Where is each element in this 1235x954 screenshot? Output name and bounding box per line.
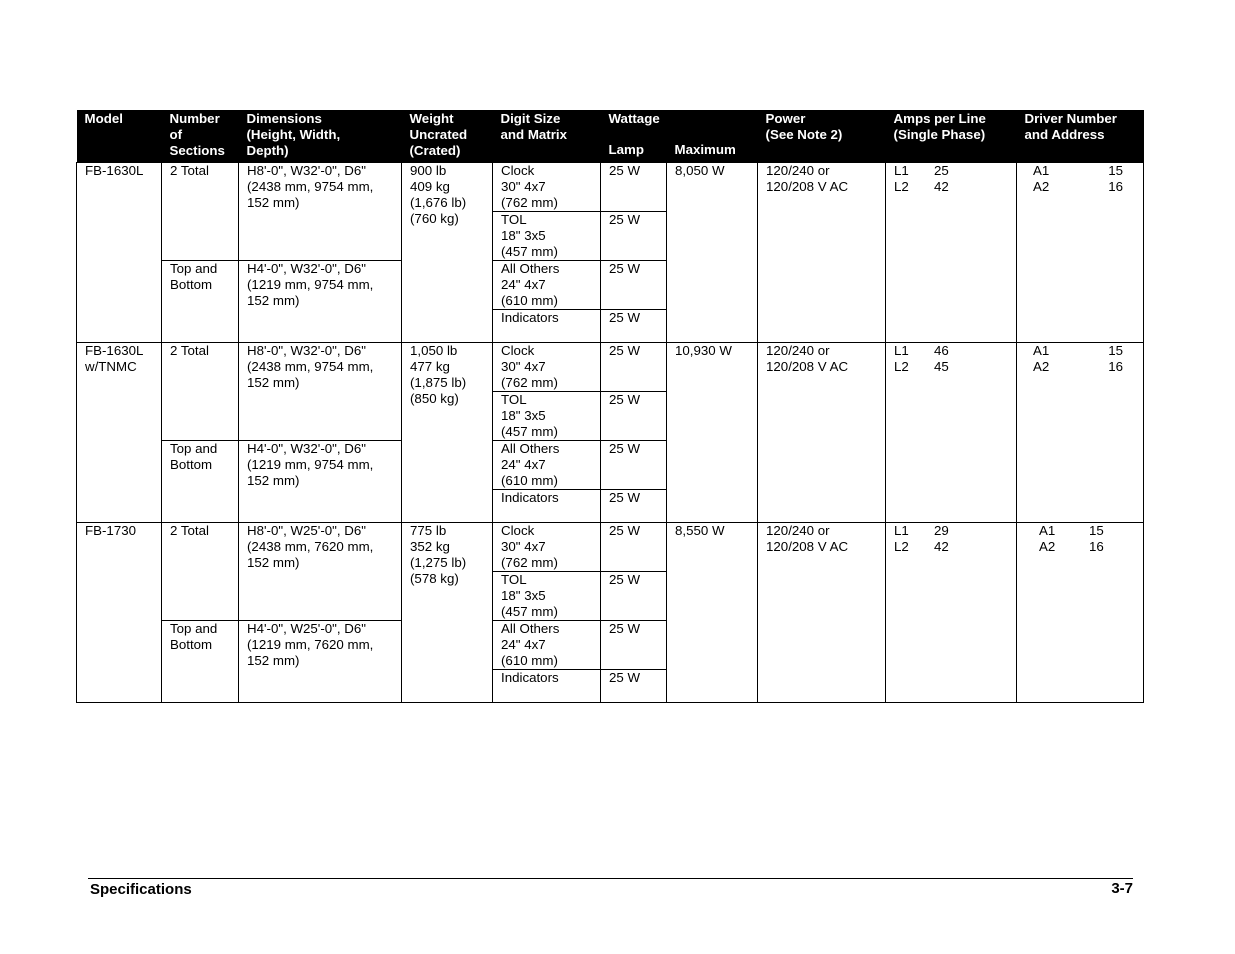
- driver-cell: [1017, 343, 1144, 523]
- sections-top-bottom-cell: Top and Bottom: [162, 261, 239, 343]
- weight-cell: 900 lb 409 kg (1,676 lb) (760 kg): [402, 163, 493, 343]
- header-model: Model: [77, 110, 162, 163]
- driver-cell: [1017, 523, 1144, 703]
- digit-size-cell: TOL 18" 3x5 (457 mm): [493, 212, 601, 261]
- header-maximum: Maximum: [667, 141, 758, 163]
- header-lamp: Lamp: [601, 141, 667, 163]
- lamp-wattage-cell: 25 W: [601, 212, 667, 261]
- amps-line: L1 29: [894, 523, 949, 538]
- header-amps: Amps per Line (Single Phase): [886, 110, 1017, 163]
- sections-top-bottom-cell: Top and Bottom: [162, 441, 239, 523]
- amps-line: L2 45: [894, 359, 949, 374]
- maximum-wattage-cell: 10,930 W: [667, 343, 758, 523]
- table-row: [77, 523, 1144, 572]
- digit-size-cell: TOL 18" 3x5 (457 mm): [493, 392, 601, 441]
- driver-address: A2 16: [1033, 359, 1124, 374]
- header-digit-size: Digit Size and Matrix: [493, 110, 601, 163]
- driver-cell: [1017, 163, 1144, 343]
- digit-size-cell: Clock 30" 4x7 (762 mm): [493, 163, 601, 212]
- amps-cell: [886, 343, 1017, 523]
- sections-total-cell: 2 Total: [162, 523, 239, 621]
- table-body: [77, 163, 1144, 703]
- dimensions-total-cell: H8'-0", W25'-0", D6" (2438 mm, 7620 mm, 152 mm): [239, 523, 402, 621]
- dimensions-top-bottom-cell: H4'-0", W32'-0", D6" (1219 mm, 9754 mm, 152 mm): [239, 441, 402, 523]
- digit-size-cell: All Others 24" 4x7 (610 mm): [493, 261, 601, 310]
- model-cell: FB-1730: [77, 523, 162, 703]
- sections-top-bottom-cell: Top and Bottom: [162, 621, 239, 703]
- driver-address: A1 15: [1033, 163, 1124, 178]
- dimensions-top-bottom-cell: H4'-0", W25'-0", D6" (1219 mm, 7620 mm, 152 mm): [239, 621, 402, 703]
- header-driver: Driver Number and Address: [1017, 110, 1144, 163]
- driver-address: A2 16: [1033, 179, 1124, 194]
- digit-size-cell: Clock 30" 4x7 (762 mm): [493, 343, 601, 392]
- lamp-wattage-cell: 25 W: [601, 310, 667, 343]
- digit-size-cell: Indicators: [493, 490, 601, 523]
- maximum-wattage-cell: 8,550 W: [667, 523, 758, 703]
- header-row: [77, 110, 1144, 141]
- table-row: [77, 343, 1144, 392]
- amps-line: L1 25: [894, 163, 949, 178]
- header-weight: Weight Uncrated (Crated): [402, 110, 493, 163]
- header-dimensions: Dimensions (Height, Width, Depth): [239, 110, 402, 163]
- header-power: Power (See Note 2): [758, 110, 886, 163]
- footer-page-number: 3-7: [1111, 880, 1133, 897]
- lamp-wattage-cell: 25 W: [601, 670, 667, 703]
- dimensions-total-cell: H8'-0", W32'-0", D6" (2438 mm, 9754 mm, 152 mm): [239, 343, 402, 441]
- driver-address: A1 15: [1033, 343, 1124, 358]
- power-cell: 120/240 or 120/208 V AC: [758, 163, 886, 343]
- dimensions-top-bottom-cell: H4'-0", W32'-0", D6" (1219 mm, 9754 mm, 152 mm): [239, 261, 402, 343]
- amps-line: L2 42: [894, 539, 949, 554]
- specifications-table: [76, 110, 1144, 703]
- lamp-wattage-cell: 25 W: [601, 621, 667, 670]
- dimensions-total-cell: H8'-0", W32'-0", D6" (2438 mm, 9754 mm, 152 mm): [239, 163, 402, 261]
- digit-size-cell: Indicators: [493, 670, 601, 703]
- digit-size-cell: All Others 24" 4x7 (610 mm): [493, 621, 601, 670]
- lamp-wattage-cell: 25 W: [601, 523, 667, 572]
- sections-total-cell: 2 Total: [162, 343, 239, 441]
- digit-size-cell: Indicators: [493, 310, 601, 343]
- lamp-wattage-cell: 25 W: [601, 392, 667, 441]
- header-sections: Number of Sections: [162, 110, 239, 163]
- footer-divider: [88, 878, 1133, 879]
- power-cell: 120/240 or 120/208 V AC: [758, 523, 886, 703]
- amps-line: L2 42: [894, 179, 949, 194]
- model-cell: FB-1630L w/TNMC: [77, 343, 162, 523]
- lamp-wattage-cell: 25 W: [601, 163, 667, 212]
- model-cell: FB-1630L: [77, 163, 162, 343]
- lamp-wattage-cell: 25 W: [601, 490, 667, 523]
- table-row: [77, 163, 1144, 212]
- lamp-wattage-cell: 25 W: [601, 441, 667, 490]
- digit-size-cell: TOL 18" 3x5 (457 mm): [493, 572, 601, 621]
- lamp-wattage-cell: 25 W: [601, 261, 667, 310]
- digit-size-cell: All Others 24" 4x7 (610 mm): [493, 441, 601, 490]
- power-cell: 120/240 or 120/208 V AC: [758, 343, 886, 523]
- amps-cell: [886, 523, 1017, 703]
- amps-cell: [886, 163, 1017, 343]
- lamp-wattage-cell: 25 W: [601, 572, 667, 621]
- lamp-wattage-cell: 25 W: [601, 343, 667, 392]
- header-wattage: Wattage: [601, 110, 758, 141]
- maximum-wattage-cell: 8,050 W: [667, 163, 758, 343]
- weight-cell: 775 lb 352 kg (1,275 lb) (578 kg): [402, 523, 493, 703]
- driver-address: A1 15: [1039, 523, 1104, 538]
- sections-total-cell: 2 Total: [162, 163, 239, 261]
- driver-address: A2 16: [1039, 539, 1104, 554]
- digit-size-cell: Clock 30" 4x7 (762 mm): [493, 523, 601, 572]
- amps-line: L1 46: [894, 343, 949, 358]
- footer-section-title: Specifications: [90, 881, 192, 898]
- weight-cell: 1,050 lb 477 kg (1,875 lb) (850 kg): [402, 343, 493, 523]
